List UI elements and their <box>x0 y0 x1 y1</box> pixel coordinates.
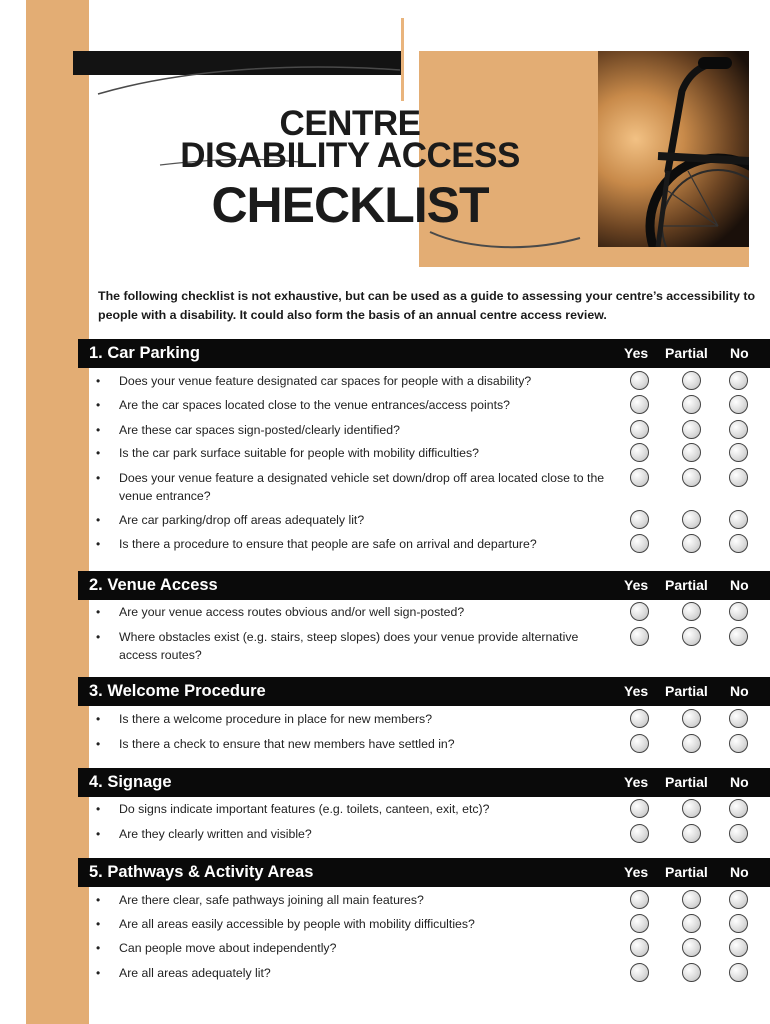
question-text: Are all areas adequately lit? <box>119 966 271 980</box>
radio-yes[interactable] <box>630 395 649 414</box>
radio-yes[interactable] <box>630 510 649 529</box>
section-header <box>78 571 770 600</box>
radio-partial[interactable] <box>682 824 701 843</box>
bullet: • <box>96 893 101 907</box>
radio-yes[interactable] <box>630 602 649 621</box>
radio-no[interactable] <box>729 890 748 909</box>
radio-partial[interactable] <box>682 468 701 487</box>
radio-yes[interactable] <box>630 468 649 487</box>
radio-no[interactable] <box>729 938 748 957</box>
section-header <box>78 858 770 887</box>
radio-partial[interactable] <box>682 709 701 728</box>
radio-partial[interactable] <box>682 602 701 621</box>
intro-paragraph: The following checklist is not exhaustive, but can be used as a guide to assessing your centre’s accessibility to people with a disability. It could also form the basis of an annual centre access review. <box>98 289 756 322</box>
question-text: Is there a welcome procedure in place for new members? <box>119 712 433 726</box>
radio-yes[interactable] <box>630 371 649 390</box>
radio-partial[interactable] <box>682 534 701 553</box>
radio-no[interactable] <box>729 371 748 390</box>
radio-no[interactable] <box>729 534 748 553</box>
section-header <box>78 339 770 368</box>
radio-partial[interactable] <box>682 395 701 414</box>
bullet: • <box>96 446 101 460</box>
column-partial-label: Partial <box>665 345 708 361</box>
column-yes-label: Yes <box>624 577 649 593</box>
question-text: Can people move about independently? <box>119 941 337 955</box>
radio-partial[interactable] <box>682 627 701 646</box>
section-header <box>78 677 770 706</box>
section-signage <box>78 768 770 841</box>
section-title: 5. Pathways & Activity Areas <box>89 863 314 881</box>
section-title: 3. Welcome Procedure <box>89 682 266 700</box>
column-yes-label: Yes <box>624 774 649 790</box>
radio-no[interactable] <box>729 709 748 728</box>
radio-no[interactable] <box>729 395 748 414</box>
bullet: • <box>96 423 101 437</box>
column-yes-label: Yes <box>624 683 649 699</box>
question-text: Are there clear, safe pathways joining all main features? <box>119 893 424 907</box>
section-title: 4. Signage <box>89 773 172 791</box>
question-text: Are the car spaces located close to the venue entrances/access points? <box>119 398 510 412</box>
radio-partial[interactable] <box>682 443 701 462</box>
radio-no[interactable] <box>729 627 748 646</box>
radio-yes[interactable] <box>630 443 649 462</box>
column-no-label: No <box>730 774 749 790</box>
radio-yes[interactable] <box>630 914 649 933</box>
radio-yes[interactable] <box>630 824 649 843</box>
bullet: • <box>96 827 101 841</box>
question-text: Are they clearly written and visible? <box>119 827 312 841</box>
title-line-3: CHECKLIST <box>211 177 489 233</box>
radio-yes[interactable] <box>630 420 649 439</box>
radio-no[interactable] <box>729 914 748 933</box>
question-text: Do signs indicate important features (e.g. toilets, canteen, exit, etc)? <box>119 802 490 816</box>
radio-no[interactable] <box>729 799 748 818</box>
radio-partial[interactable] <box>682 420 701 439</box>
title-line-2: DISABILITY ACCESS <box>180 136 520 175</box>
radio-yes[interactable] <box>630 534 649 553</box>
column-partial-label: Partial <box>665 577 708 593</box>
question-text: Is there a check to ensure that new members have settled in? <box>119 737 455 751</box>
column-partial-label: Partial <box>665 683 708 699</box>
radio-partial[interactable] <box>682 963 701 982</box>
radio-no[interactable] <box>729 963 748 982</box>
bullet: • <box>96 941 101 955</box>
section-welcome-procedure <box>78 677 770 751</box>
question-text: Does your venue feature a designated vehicle set down/drop off area located close to the venue entrance? <box>119 471 605 503</box>
radio-yes[interactable] <box>630 963 649 982</box>
radio-partial[interactable] <box>682 371 701 390</box>
question-text: Is there a procedure to ensure that people are safe on arrival and departure? <box>119 537 537 551</box>
bullet: • <box>96 471 101 485</box>
radio-yes[interactable] <box>630 799 649 818</box>
bullet: • <box>96 737 101 751</box>
column-yes-label: Yes <box>624 345 649 361</box>
section-title: 2. Venue Access <box>89 576 218 594</box>
radio-yes[interactable] <box>630 938 649 957</box>
section-car-parking <box>78 339 770 551</box>
radio-no[interactable] <box>729 602 748 621</box>
question-text: Are car parking/drop off areas adequately lit? <box>119 513 365 527</box>
radio-no[interactable] <box>729 510 748 529</box>
column-no-label: No <box>730 864 749 880</box>
radio-partial[interactable] <box>682 734 701 753</box>
question-text: Are your venue access routes obvious and/or well sign-posted? <box>119 605 465 619</box>
bullet: • <box>96 374 101 388</box>
radio-no[interactable] <box>729 443 748 462</box>
section-header <box>78 768 770 797</box>
radio-no[interactable] <box>729 468 748 487</box>
radio-no[interactable] <box>729 420 748 439</box>
bullet: • <box>96 630 101 644</box>
radio-no[interactable] <box>729 734 748 753</box>
radio-yes[interactable] <box>630 627 649 646</box>
column-partial-label: Partial <box>665 864 708 880</box>
section-title: 1. Car Parking <box>89 344 200 362</box>
column-no-label: No <box>730 345 749 361</box>
bullet: • <box>96 398 101 412</box>
radio-yes[interactable] <box>630 890 649 909</box>
radio-yes[interactable] <box>630 734 649 753</box>
column-partial-label: Partial <box>665 774 708 790</box>
radio-partial[interactable] <box>682 890 701 909</box>
radio-partial[interactable] <box>682 914 701 933</box>
question-text: Where obstacles exist (e.g. stairs, steep slopes) does your venue provide alternative access routes? <box>119 630 579 662</box>
question-text: Does your venue feature designated car spaces for people with a disability? <box>119 374 532 388</box>
radio-partial[interactable] <box>682 938 701 957</box>
section-pathways-activity-areas <box>78 858 770 980</box>
bullet: • <box>96 917 101 931</box>
question-text: Are all areas easily accessible by people with mobility difficulties? <box>119 917 475 931</box>
column-no-label: No <box>730 683 749 699</box>
question-text: Are these car spaces sign-posted/clearly identified? <box>119 423 400 437</box>
question-text: Is the car park surface suitable for people with mobility difficulties? <box>119 446 479 460</box>
bullet: • <box>96 712 101 726</box>
radio-yes[interactable] <box>630 709 649 728</box>
section-venue-access <box>78 571 770 662</box>
bullet: • <box>96 802 101 816</box>
radio-partial[interactable] <box>682 510 701 529</box>
bullet: • <box>96 605 101 619</box>
title-line-1: CENTRE <box>279 104 421 143</box>
column-yes-label: Yes <box>624 864 649 880</box>
bullet: • <box>96 966 101 980</box>
column-no-label: No <box>730 577 749 593</box>
radio-partial[interactable] <box>682 799 701 818</box>
bullet: • <box>96 513 101 527</box>
radio-no[interactable] <box>729 824 748 843</box>
bullet: • <box>96 537 101 551</box>
